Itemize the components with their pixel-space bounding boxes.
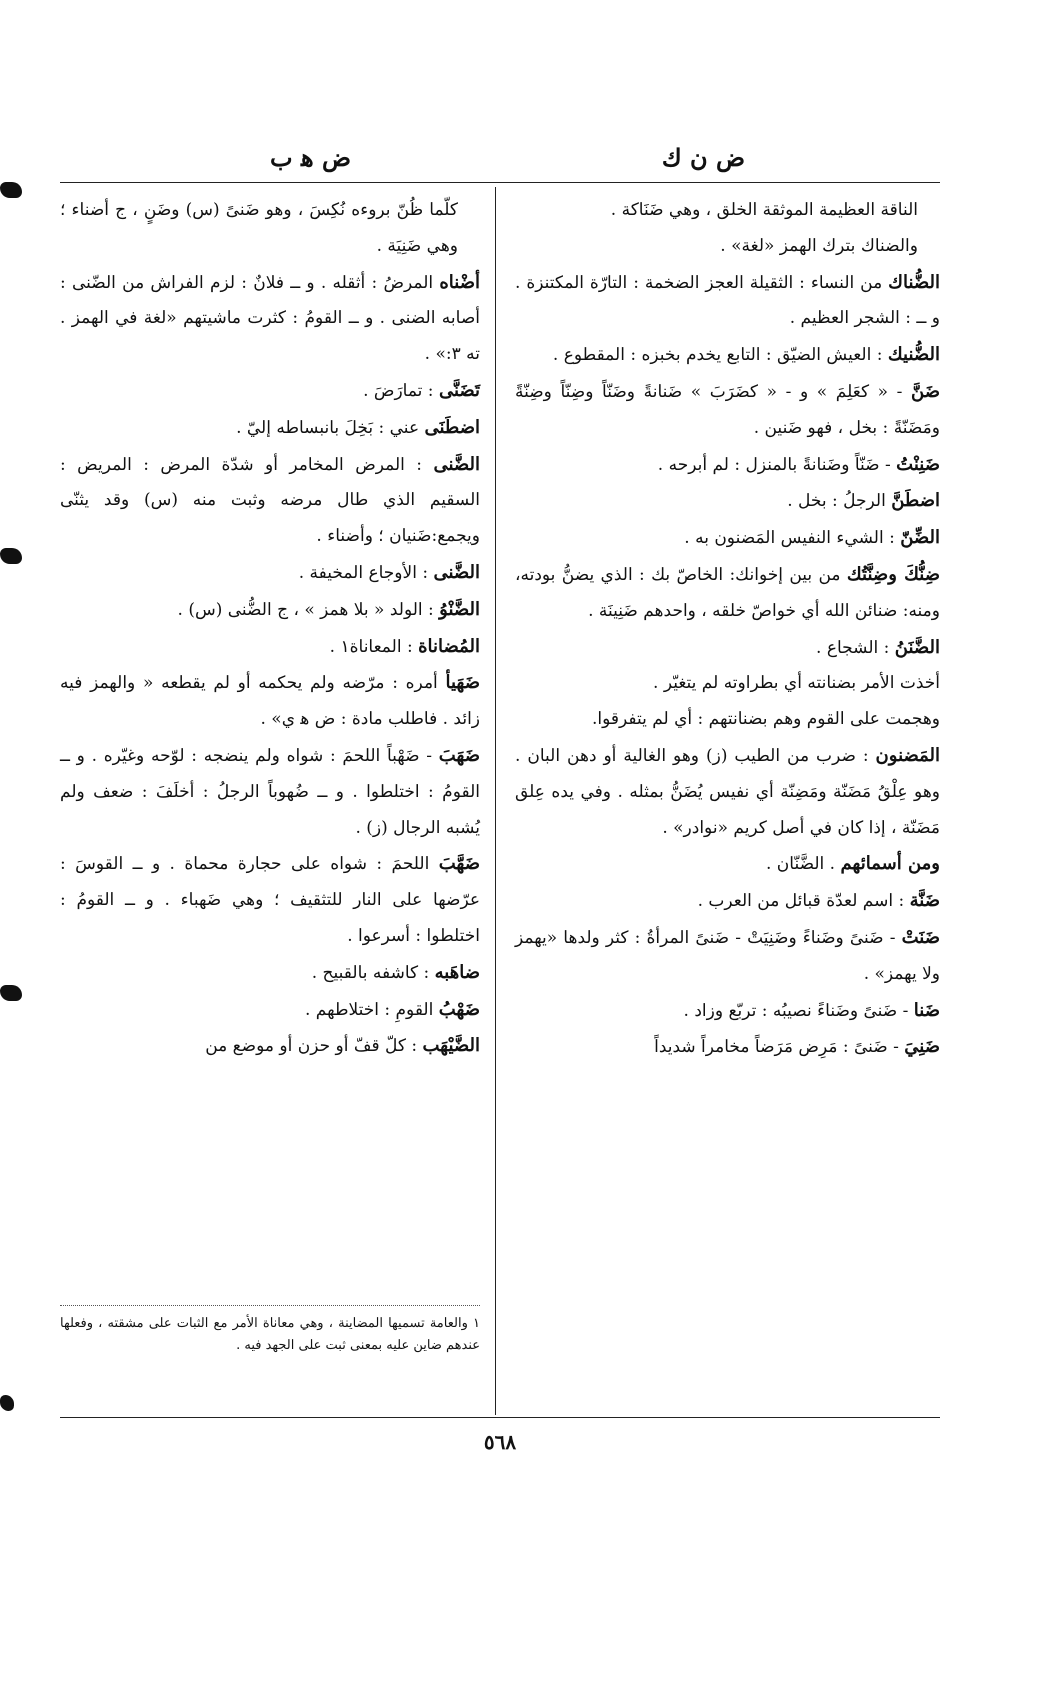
entry-definition: : كلّ قفّ أو حزن أو موضع من xyxy=(205,1036,423,1057)
entry-headword: الضَّنى xyxy=(433,561,480,583)
entry-headword: الضِّنّ xyxy=(900,527,940,549)
entry-definition: المرضُ : أثقله . و ــ فلانٌ : لزم الفراش من الضّنى : أصابه الضنى . و ــ القومُ : كثرت ماشيتهم «لغة في الهمز . ته ٣:» . xyxy=(60,272,480,365)
entry-headword: اضطَنَى xyxy=(424,416,480,438)
entry-headword: أضْناه xyxy=(439,271,480,293)
scan-edge-mark xyxy=(0,1395,14,1411)
dictionary-entry xyxy=(60,555,480,592)
entry-headword: الضَّنى xyxy=(433,453,480,475)
dictionary-entry xyxy=(60,1028,480,1065)
entry-headword: ضَهَّبَ xyxy=(438,853,480,875)
entry-headword: ضَنا xyxy=(913,999,940,1021)
dictionary-entry xyxy=(515,666,940,702)
entry-definition: - ضَهْباً اللحمَ : شواه ولم ينضجه : لوّحه وغيّره . و ــ القومُ : اختلطوا . و ــ ضُهوباً الرجلُ : أخلَفَ : ضعف ولم يُشبه الرجال (ز) . xyxy=(60,745,480,838)
entry-headword: ضَهَيأ xyxy=(445,672,480,694)
dictionary-entry xyxy=(515,265,940,338)
dictionary-entry xyxy=(60,373,480,410)
entry-headword: ضَهَبَ xyxy=(438,744,480,766)
dictionary-entry xyxy=(515,993,940,1030)
entry-definition: أخذت الأمر بضنانته أي بطراوته لم يتغيّر . xyxy=(653,673,940,694)
entry-headword: تَضَنَّى xyxy=(438,379,480,401)
entry-headword: الضَّنَنُ xyxy=(894,636,940,658)
scan-edge-mark xyxy=(0,985,22,1001)
entry-headword: ضَنَّة xyxy=(909,890,940,912)
entry-definition: من النساء : الثقيلة العجز الضخمة : التارّة المكتنزة . و ــ : الشجر العظيم . xyxy=(515,272,940,329)
entry-definition: من بين إخوانك: الخاصّ بك : الذي يضنُّ بودته، ومنه: ضنائن الله أي خواصّ خلقه ، واحدهم ضَنِينَة . xyxy=(515,564,940,621)
dictionary-page xyxy=(60,135,940,1535)
entry-definition: كلّما ظُنّ بروءه نُكِسَ ، وهو ضَنىً (س) وضَنٍ ، ج أضناء ؛ وهي ضَنِيَة . xyxy=(60,200,458,256)
dictionary-entry xyxy=(60,410,480,447)
dictionary-entry xyxy=(60,447,480,555)
column-divider xyxy=(495,187,496,1415)
entry-definition: الرجلُ : بخل . xyxy=(787,491,892,512)
entry-definition: : المرض المخامر أو شدّة المرض : المريض : السقيم الذي طال مرضه وثبت منه (س) وقد يثنّى ويجمع:ضَنيان ؛ وأضناء . xyxy=(60,454,480,547)
entry-definition: : المعاناة١ . xyxy=(329,636,419,657)
entry-definition: : اسم لعدّة قبائل من العرب . xyxy=(697,891,910,912)
entry-headword: ومن أسمائهم xyxy=(840,853,940,875)
entry-definition: : الولد « بلا همز » ، ج الضُّنى (س) . xyxy=(177,599,440,620)
entry-headword: ضَنِيَ xyxy=(904,1036,940,1058)
dictionary-entry xyxy=(515,920,940,993)
entry-headword: ضَنِنْتُ xyxy=(896,453,940,475)
entry-definition: القومِ : اختلاطهم . xyxy=(304,999,439,1020)
entry-definition: : الأوجاع المخيفة . xyxy=(298,562,434,583)
dictionary-entry xyxy=(60,992,480,1029)
entry-headword: ضِنُّكَ وضِنَّتُك xyxy=(846,563,940,585)
entry-headword: اضطَنَّ xyxy=(891,490,940,512)
entry-definition: : العيش الضيّق : التابع يخدم بخبزه : المقطوع . xyxy=(552,345,888,366)
left-column xyxy=(60,193,480,1065)
dictionary-entry xyxy=(60,193,480,265)
dictionary-entry xyxy=(60,738,480,846)
dictionary-entry xyxy=(515,557,940,630)
entry-headword: المُضاناة xyxy=(418,635,480,657)
dictionary-entry xyxy=(60,265,480,373)
entry-headword: المَضنون xyxy=(875,744,940,766)
dictionary-entry xyxy=(60,846,480,954)
entry-definition: اللحمَ : شواه على حجارة محماة . و ــ القوسَ : عرّضها على النار للتثقيف ؛ وهي ضَهباء . و ــ القومُ : اختلطوا : أسرعوا . xyxy=(60,854,480,946)
entry-definition: : ضرب من الطيب (ز) وهو الغالية أو دهن البان . وهو عِلْقُ مَضَنّة ومَضِنّة أي نفيس يُضَنُّ بمثله . وفي يده عِلق مَضَنّة ، إذا كان في أصل كريم «نوادر» . xyxy=(515,745,940,838)
header-left-root: ض ﻫ ب xyxy=(270,143,351,172)
footnote-separator xyxy=(60,1305,480,1306)
entry-definition: : كاشفه بالقبيح . xyxy=(311,962,435,983)
dictionary-entry xyxy=(515,846,940,883)
entry-headword: ضَهْبُ xyxy=(438,998,480,1020)
dictionary-entry xyxy=(60,629,480,666)
entry-definition: : الشجاع . xyxy=(816,637,895,658)
entry-headword: الضُّناك xyxy=(888,271,940,293)
entry-headword: ضَنَّ xyxy=(911,380,940,402)
page-number: ٥٦٨ xyxy=(483,1430,517,1454)
entry-headword: ضاهَبه xyxy=(434,961,480,983)
dictionary-entry xyxy=(515,483,940,520)
entry-definition: والضناك بترك الهمز «لغة» . xyxy=(720,235,918,256)
dictionary-entry xyxy=(60,665,480,738)
right-column xyxy=(515,193,940,1066)
entry-definition: - « كعَلِمَ » و - « كضَرَبَ » ضَنانةً وضَنّاً وضِنّاً وضِنّةً ومَضَنّةً : بخل ، فهو ضَنين . xyxy=(515,381,940,438)
dictionary-entry xyxy=(515,447,940,484)
entry-definition: - ضَنىً : مَرِض مَرَضاً مخامراً شديداً xyxy=(654,1037,905,1058)
entry-definition: الناقة العظيمة الموثقة الخلق ، وهي ضَنَاكة . xyxy=(610,200,918,220)
dictionary-entry xyxy=(60,955,480,992)
scan-edge-mark xyxy=(0,548,22,564)
header-right-root: ض ن ك xyxy=(661,143,745,172)
dictionary-entry xyxy=(515,630,940,667)
entry-definition: : الشيء النفيس المَضنون به . xyxy=(684,528,901,549)
scan-edge-mark xyxy=(0,182,22,198)
entry-definition: - ضَنىً وضَناءً وضَنِيَتْ - ضَنىً المرأةُ : كثر ولدها «يهمز ولا يهمز» . xyxy=(515,927,940,984)
dictionary-entry xyxy=(515,193,940,229)
footnote: ١ والعامة تسميها المضاينة ، وهي معاناة الأمر مع الثبات على مشقته ، وفعلها عندهم ضاين عليه بمعنى ثبت على الجهد فيه . xyxy=(60,1316,480,1353)
top-rule xyxy=(60,182,940,183)
dictionary-entry xyxy=(515,374,940,447)
entry-definition: أمره : مرّضه ولم يحكمه أو لم يقطعه « والهمز فيه زائد . فاطلب مادة : ض ﻫ ي» . xyxy=(60,673,480,730)
dictionary-entry xyxy=(515,738,940,846)
entry-headword: الضَّنْوُ xyxy=(439,598,480,620)
entry-definition: عني : بَخِلَ بانبساطه إليّ . xyxy=(236,417,425,438)
entry-definition: وهجمت على القوم وهم بضنانتهم : أي لم يتفرقوا. xyxy=(591,709,940,730)
entry-definition: . الضَّنّان . xyxy=(765,854,841,875)
entry-definition: - ضَنىً وضَناءً نصيبُه : تربّع وزاد . xyxy=(683,1000,914,1021)
dictionary-entry xyxy=(515,883,940,920)
dictionary-entry xyxy=(60,592,480,629)
entry-definition: : تمارَضَ . xyxy=(363,380,439,401)
dictionary-entry xyxy=(515,520,940,557)
dictionary-entry xyxy=(515,702,940,738)
entry-headword: الضَّيْهَب xyxy=(422,1035,480,1057)
bottom-rule xyxy=(60,1417,940,1418)
dictionary-entry xyxy=(515,229,940,265)
dictionary-entry xyxy=(515,337,940,374)
entry-headword: ضَنَتْ xyxy=(901,926,940,948)
dictionary-entry xyxy=(515,1029,940,1066)
entry-headword: الضُّنيك xyxy=(887,344,940,366)
entry-definition: - ضَنّاً وضَنانةً بالمنزل : لم أبرحه . xyxy=(657,454,897,475)
running-headers xyxy=(60,135,940,185)
